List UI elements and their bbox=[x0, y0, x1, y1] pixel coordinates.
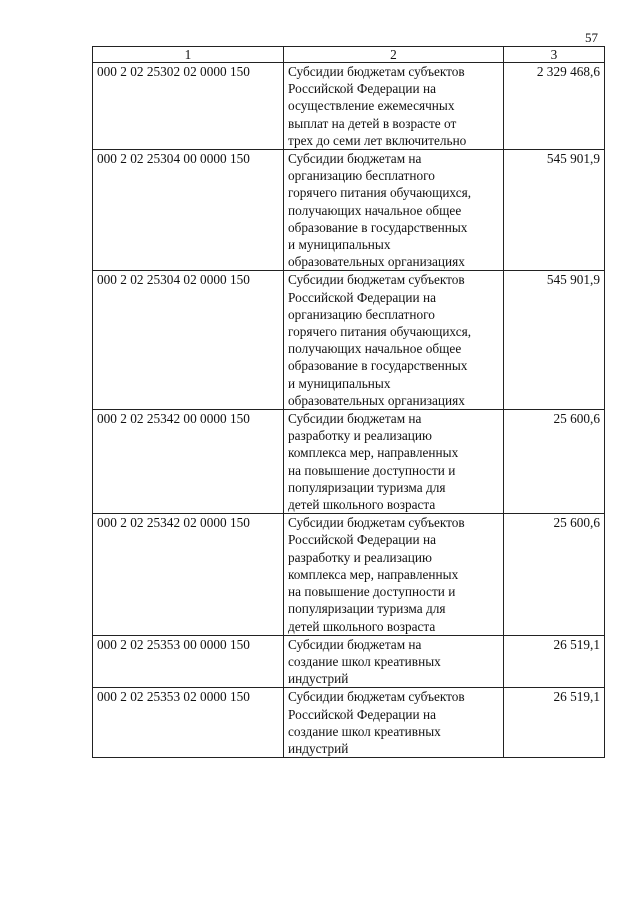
description-line: осуществление ежемесячных bbox=[288, 98, 455, 114]
amount-cell: 26 519,1 bbox=[504, 635, 605, 688]
description-cell bbox=[284, 635, 504, 688]
table-header bbox=[93, 47, 605, 63]
amount-cell: 26 519,1 bbox=[504, 688, 605, 758]
description-line: детей школьного возраста bbox=[288, 618, 436, 634]
column-header-code: 1 bbox=[93, 47, 284, 63]
amount-cell: 25 600,6 bbox=[504, 410, 605, 514]
budget-code-cell: 000 2 02 25304 00 0000 150 bbox=[93, 150, 284, 271]
description-line: организацию бесплатного bbox=[288, 168, 435, 184]
description-line: трех до семи лет включительно bbox=[288, 132, 467, 148]
description-line: и муниципальных bbox=[288, 375, 391, 391]
budget-code-cell: 000 2 02 25353 02 0000 150 bbox=[93, 688, 284, 758]
column-header-amount: 3 bbox=[504, 47, 605, 63]
budget-code-cell: 000 2 02 25353 00 0000 150 bbox=[93, 635, 284, 688]
description-line: разработку и реализацию bbox=[288, 549, 432, 565]
description-cell bbox=[284, 271, 504, 410]
description-line: организацию бесплатного bbox=[288, 306, 435, 322]
description-line: образование в государственных bbox=[288, 358, 468, 374]
description-line: Российской Федерации на bbox=[288, 289, 436, 305]
description-line: Субсидии бюджетам субъектов bbox=[288, 272, 465, 288]
amount-cell: 545 901,9 bbox=[504, 271, 605, 410]
description-line: индустрий bbox=[288, 740, 349, 756]
description-line: образование в государственных bbox=[288, 219, 468, 235]
description-line: образовательных организациях bbox=[288, 392, 465, 408]
description-cell bbox=[284, 688, 504, 758]
header-row bbox=[93, 47, 605, 63]
description-line: популяризации туризма для bbox=[288, 479, 446, 495]
amount-cell: 25 600,6 bbox=[504, 514, 605, 635]
budget-code-cell: 000 2 02 25302 02 0000 150 bbox=[93, 63, 284, 150]
description-line: горячего питания обучающихся, bbox=[288, 324, 472, 340]
table-row bbox=[93, 688, 605, 758]
page-number: 57 bbox=[585, 30, 598, 45]
description-cell bbox=[284, 410, 504, 514]
table-row bbox=[93, 271, 605, 410]
description-line: и муниципальных bbox=[288, 237, 391, 253]
description-cell bbox=[284, 63, 504, 150]
description-line: популяризации туризма для bbox=[288, 601, 446, 617]
description-cell bbox=[284, 514, 504, 635]
budget-code-cell: 000 2 02 25342 00 0000 150 bbox=[93, 410, 284, 514]
description-line: Российской Федерации на bbox=[288, 532, 436, 548]
table-row bbox=[93, 410, 605, 514]
description-line: получающих начальное общее bbox=[288, 341, 462, 357]
amount-cell: 545 901,9 bbox=[504, 150, 605, 271]
description-line: получающих начальное общее bbox=[288, 202, 462, 218]
table-row bbox=[93, 514, 605, 635]
table-row bbox=[93, 150, 605, 271]
description-line: Субсидии бюджетам на bbox=[288, 636, 422, 652]
description-line: горячего питания обучающихся, bbox=[288, 185, 472, 201]
table-row bbox=[93, 63, 605, 150]
description-line: образовательных организациях bbox=[288, 254, 465, 270]
description-line: Субсидии бюджетам на bbox=[288, 411, 422, 427]
description-line: разработку и реализацию bbox=[288, 428, 432, 444]
description-line: детей школьного возраста bbox=[288, 497, 436, 513]
description-line: создание школ креативных bbox=[288, 723, 441, 739]
description-line: индустрий bbox=[288, 671, 349, 687]
budget-code-cell: 000 2 02 25342 02 0000 150 bbox=[93, 514, 284, 635]
description-line: на повышение доступности и bbox=[288, 584, 456, 600]
table-body bbox=[93, 63, 605, 758]
description-line: Российской Федерации на bbox=[288, 81, 436, 97]
budget-code-cell: 000 2 02 25304 02 0000 150 bbox=[93, 271, 284, 410]
description-line: создание школ креативных bbox=[288, 653, 441, 669]
description-line: на повышение доступности и bbox=[288, 462, 456, 478]
table-row bbox=[93, 635, 605, 688]
budget-table bbox=[92, 46, 605, 758]
description-line: Российской Федерации на bbox=[288, 706, 436, 722]
description-line: Субсидии бюджетам субъектов bbox=[288, 515, 465, 531]
description-line: Субсидии бюджетам субъектов bbox=[288, 64, 465, 79]
description-line: Субсидии бюджетам субъектов bbox=[288, 689, 465, 705]
description-line: комплекса мер, направленных bbox=[288, 445, 459, 461]
description-line: Субсидии бюджетам на bbox=[288, 151, 422, 167]
description-line: выплат на детей в возрасте от bbox=[288, 115, 457, 131]
amount-cell: 2 329 468,6 bbox=[504, 63, 605, 150]
description-line: комплекса мер, направленных bbox=[288, 566, 459, 582]
description-cell bbox=[284, 150, 504, 271]
column-header-description: 2 bbox=[284, 47, 504, 63]
